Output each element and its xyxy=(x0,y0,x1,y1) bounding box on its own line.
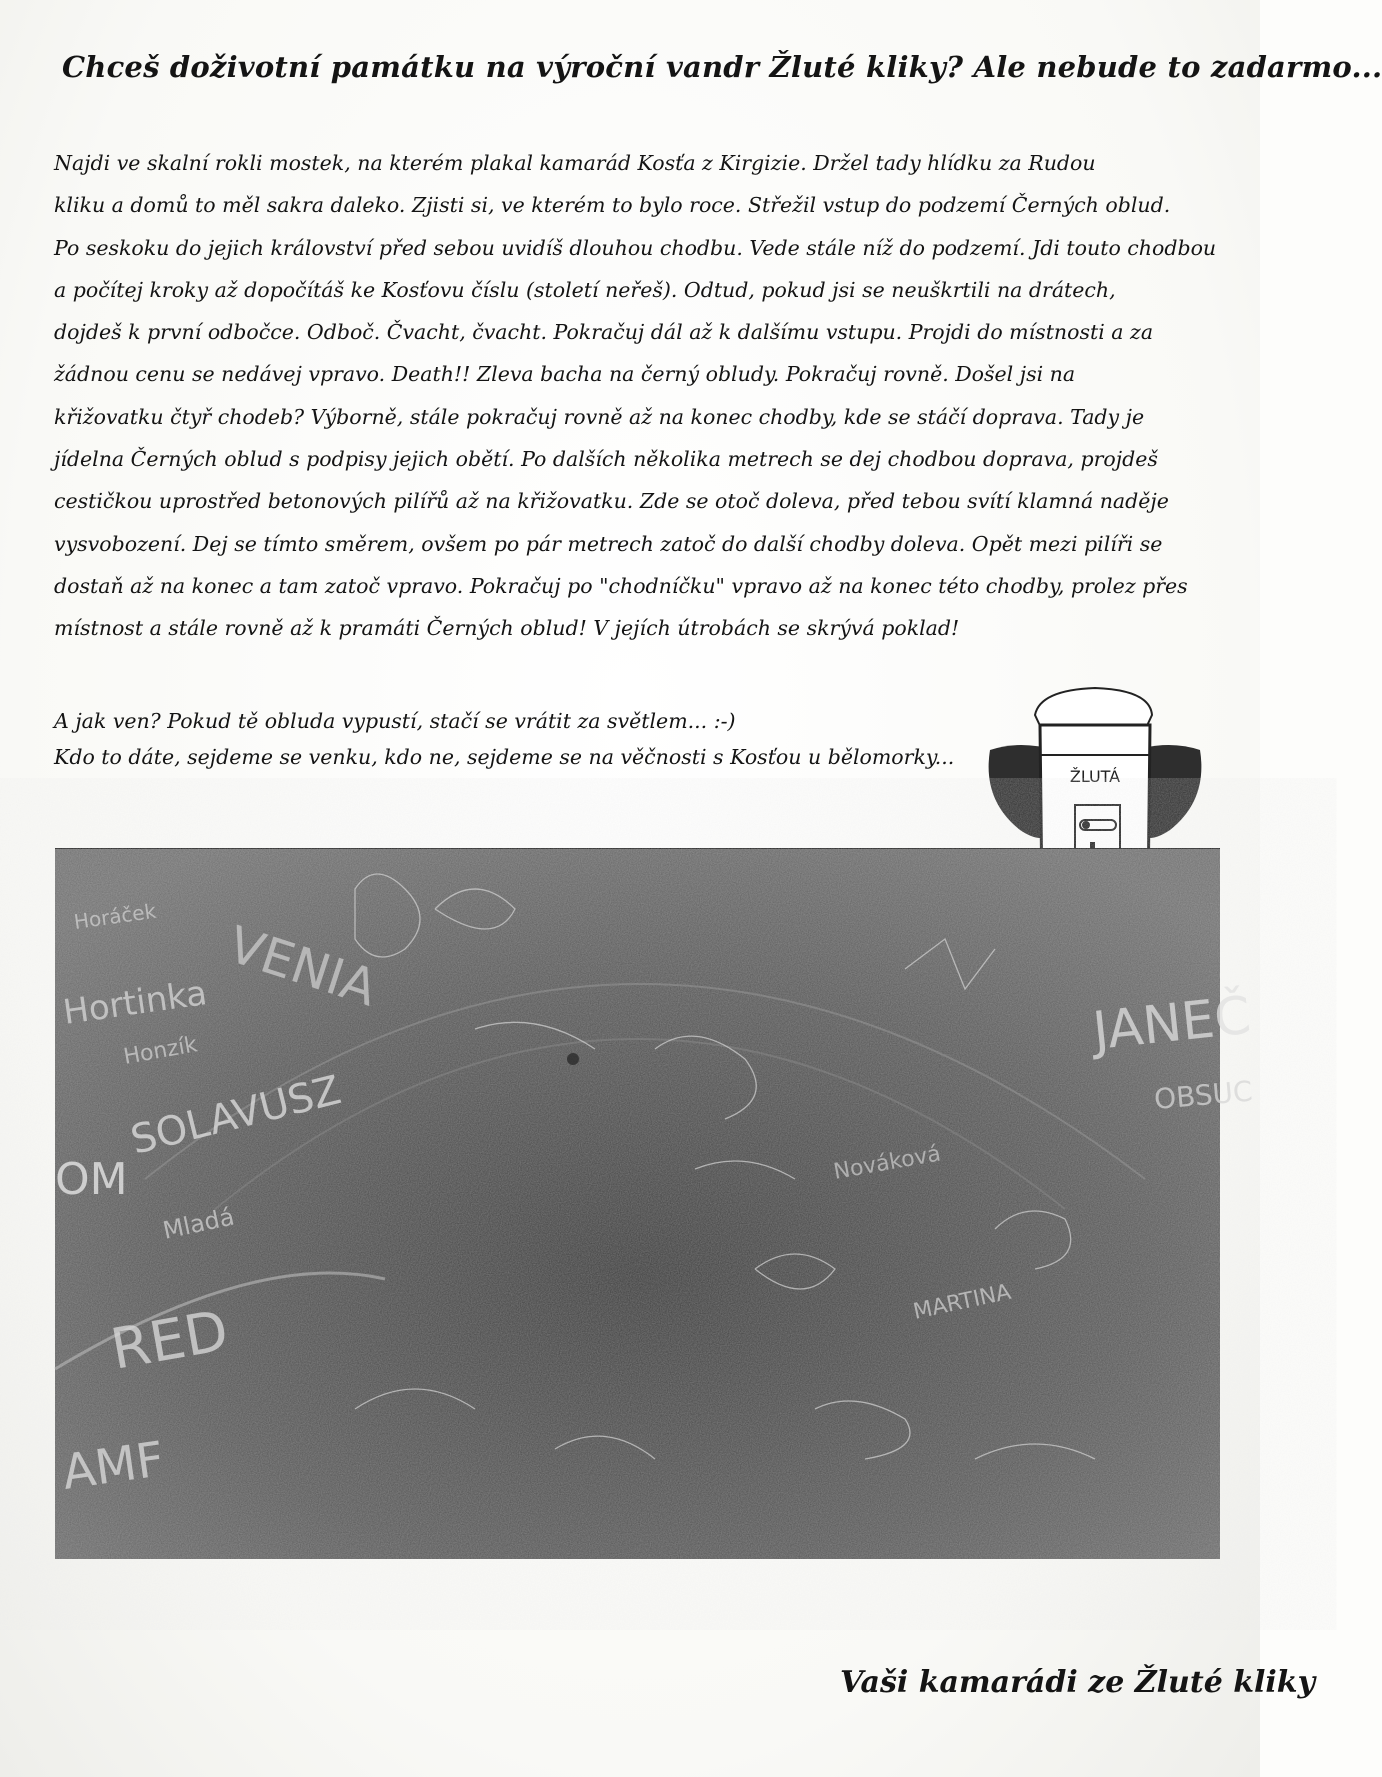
graffiti-text: Hortinka xyxy=(60,973,210,1033)
instruction-line: dojdeš k první odbočce. Odboč. Čvacht, čvacht. Pokračuj dál až k dalšímu vstupu. Projdi do místnosti a za xyxy=(54,320,1154,345)
signature: Vaši kamarádi ze Žluté kliky xyxy=(840,1665,1316,1700)
graffiti-text: Horáček xyxy=(72,898,158,934)
graffiti-text: AMF xyxy=(58,1431,168,1501)
instruction-line: kliku a domů to měl sakra daleko. Zjisti si, ve kterém to bylo roce. Střežil vstup do podzemí Černých oblud. xyxy=(54,193,1171,218)
instruction-line: Po seskoku do jejich království před sebou uvidíš dlouhou chodbu. Vede stále níž do podzemí. Jdi touto chodbou xyxy=(54,235,1217,260)
graffiti-text: Mladá xyxy=(160,1202,237,1245)
instruction-line: cestičkou uprostřed betonových pilířů až na křižovatku. Zde se otoč doleva, před tebou svítí klamná naděje xyxy=(54,489,1169,514)
graffiti-text: OM xyxy=(55,1154,128,1205)
logo-top-text: ŽLUTÁ xyxy=(1069,767,1121,786)
graffiti-text: OBSUC xyxy=(1152,1074,1254,1116)
instructions-text xyxy=(54,142,1229,650)
instruction-line: vysvobození. Dej se tímto směrem, ovšem po pár metrech zatoč do další chodby doleva. Opět mezi pilíři se xyxy=(54,531,1163,556)
graffiti-photo xyxy=(55,848,1254,1559)
instruction-line: dostaň až na konec a tam zatoč vpravo. Pokračuj po "chodníčku" vpravo až na konec této chodby, prolez přes xyxy=(54,573,1188,598)
graffiti-text: MARTINA xyxy=(911,1279,1014,1325)
instruction-line: místnost a stále rovně až k pramáti Černých oblud! V jejích útrobách se skrývá poklad! xyxy=(54,616,960,641)
closing-line: A jak ven? Pokud tě obluda vypustí, stačí se vrátit za světlem... :-) xyxy=(54,709,736,733)
graffiti-text: JANEČ xyxy=(1090,985,1254,1062)
page-title: Chceš doživotní památku na výroční vandr Žluté kliky? Ale nebude to zadarmo... xyxy=(62,50,1382,84)
graffiti-text: Honzík xyxy=(121,1032,200,1070)
graffiti-text: SOLAVUSZ xyxy=(126,1067,346,1164)
graffiti-text: Nováková xyxy=(831,1141,943,1185)
instruction-line: křižovatku čtyř chodeb? Výborně, stále pokračuj rovně až na konec chodby, kde se stáčí doprava. Tady je xyxy=(54,404,1145,429)
graffiti-text: RED xyxy=(106,1298,234,1383)
instruction-line: a počítej kroky až dopočítáš ke Kosťovu číslu (století neřeš). Odtud, pokud jsi se neuškrtili na drátech, xyxy=(54,277,1116,302)
instruction-line: žádnou cenu se nedávej vpravo. Death!! Zleva bacha na černý obludy. Pokračuj rovně. Došel jsi na xyxy=(54,362,1076,387)
graffiti-text: VENIA xyxy=(221,915,384,1018)
instruction-line: jídelna Černých oblud s podpisy jejich obětí. Po dalších několika metrech se dej chodbou doprava, projdeš xyxy=(54,447,1158,472)
closing-text xyxy=(54,703,954,775)
instruction-line: Najdi ve skalní rokli mostek, na kterém plakal kamarád Kosťa z Kirgizie. Držel tady hlídku za Rudou xyxy=(54,151,1096,175)
closing-line: Kdo to dáte, sejdeme se venku, kdo ne, sejdeme se na věčnosti s Kosťou u bělomorky... xyxy=(54,745,955,769)
